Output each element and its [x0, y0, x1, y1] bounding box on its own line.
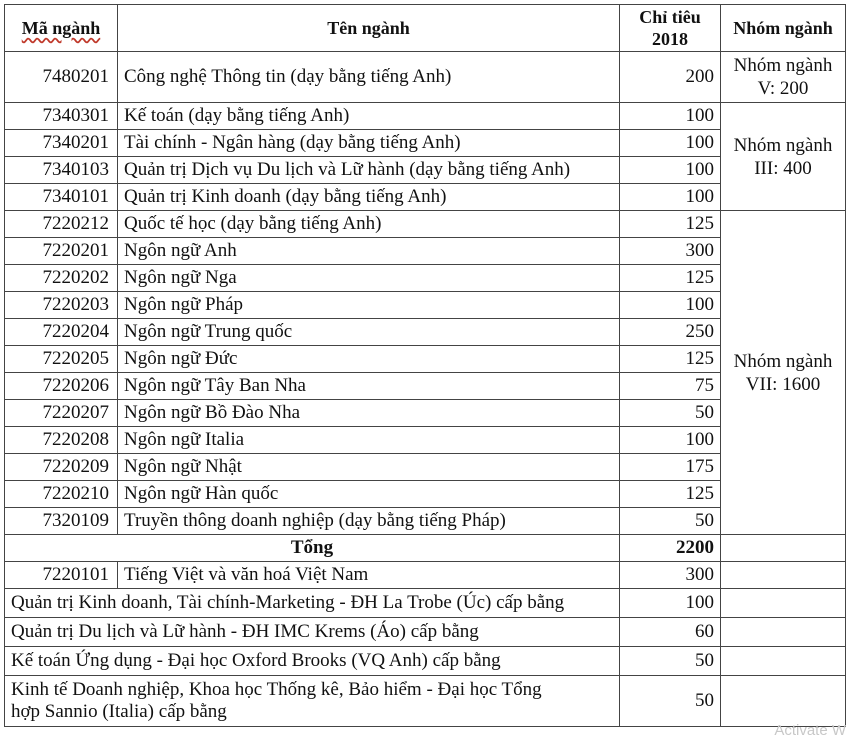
row-code: 7220212	[5, 211, 118, 238]
group-iii-line2: III: 400	[754, 157, 812, 179]
group-vii-line1: Nhóm ngành	[733, 350, 833, 372]
row-code: 7220101	[5, 562, 118, 589]
row-name: Truyền thông doanh nghiệp (dạy bằng tiếng Pháp)	[118, 508, 620, 535]
table-row	[5, 481, 846, 508]
partner-name	[5, 676, 620, 727]
row-quota: 300	[620, 238, 721, 265]
row-quota: 125	[620, 481, 721, 508]
row-quota: 100	[620, 103, 721, 130]
row-quota: 75	[620, 373, 721, 400]
header-quota	[620, 5, 721, 52]
group-vii-line2: VII: 1600	[745, 373, 821, 395]
empty-cell	[721, 589, 846, 618]
header-quota-line2: 2018	[652, 29, 688, 49]
row-name: Quản trị Kinh doanh (dạy bằng tiếng Anh)	[118, 184, 620, 211]
header-row	[5, 5, 846, 52]
row-name: Ngôn ngữ Bồ Đào Nha	[118, 400, 620, 427]
row-quota: 125	[620, 211, 721, 238]
row-name: Ngôn ngữ Trung quốc	[118, 319, 620, 346]
row-code: 7220205	[5, 346, 118, 373]
partner-row	[5, 589, 846, 618]
row-code: 7480201	[5, 52, 118, 103]
activation-watermark: Activate W	[774, 722, 846, 739]
table-row	[5, 562, 846, 589]
row-name: Tiếng Việt và văn hoá Việt Nam	[118, 562, 620, 589]
table-row	[5, 157, 846, 184]
table-row	[5, 265, 846, 292]
group-iii	[721, 103, 846, 211]
partner-name: Quản trị Du lịch và Lữ hành - ĐH IMC Krems (Áo) cấp bằng	[5, 618, 620, 647]
table-row	[5, 52, 846, 103]
row-code: 7340201	[5, 130, 118, 157]
row-quota: 100	[620, 292, 721, 319]
row-name: Ngôn ngữ Nhật	[118, 454, 620, 481]
table-row	[5, 130, 846, 157]
table-row	[5, 292, 846, 319]
row-quota: 50	[620, 400, 721, 427]
table-row	[5, 238, 846, 265]
empty-cell	[721, 676, 846, 727]
header-name: Tên ngành	[118, 5, 620, 52]
row-name: Ngôn ngữ Anh	[118, 238, 620, 265]
row-quota: 50	[620, 508, 721, 535]
empty-cell	[721, 562, 846, 589]
row-code: 7220209	[5, 454, 118, 481]
total-value: 2200	[620, 535, 721, 562]
partner-row	[5, 618, 846, 647]
row-code: 7340103	[5, 157, 118, 184]
row-name: Kế toán (dạy bằng tiếng Anh)	[118, 103, 620, 130]
header-group: Nhóm ngành	[721, 5, 846, 52]
row-quota: 175	[620, 454, 721, 481]
row-quota: 100	[620, 427, 721, 454]
row-quota: 125	[620, 265, 721, 292]
group-vii	[721, 211, 846, 535]
row-name: Tài chính - Ngân hàng (dạy bằng tiếng Anh)	[118, 130, 620, 157]
table-row	[5, 400, 846, 427]
row-code: 7220206	[5, 373, 118, 400]
partner-quota: 100	[620, 589, 721, 618]
row-quota: 100	[620, 184, 721, 211]
table-row	[5, 319, 846, 346]
row-name: Ngôn ngữ Pháp	[118, 292, 620, 319]
partner-row	[5, 676, 846, 727]
row-quota: 100	[620, 130, 721, 157]
total-row	[5, 535, 846, 562]
row-code: 7220210	[5, 481, 118, 508]
partner-row	[5, 647, 846, 676]
row-quota: 200	[620, 52, 721, 103]
row-name: Ngôn ngữ Nga	[118, 265, 620, 292]
table-row	[5, 346, 846, 373]
group-v-line1: Nhóm ngành	[733, 55, 833, 76]
row-code: 7340301	[5, 103, 118, 130]
total-label: Tổng	[5, 535, 620, 562]
row-code: 7320109	[5, 508, 118, 535]
row-quota: 300	[620, 562, 721, 589]
row-name: Ngôn ngữ Tây Ban Nha	[118, 373, 620, 400]
row-code: 7220201	[5, 238, 118, 265]
header-quota-line1: Chỉ tiêu	[639, 7, 701, 27]
partner-name-line1: Kinh tế Doanh nghiệp, Khoa học Thống kê, Bảo hiểm - Đại học Tổng	[11, 679, 542, 700]
table-row	[5, 454, 846, 481]
empty-cell	[721, 618, 846, 647]
row-code: 7220202	[5, 265, 118, 292]
row-name: Ngôn ngữ Hàn quốc	[118, 481, 620, 508]
empty-cell	[721, 647, 846, 676]
row-code: 7340101	[5, 184, 118, 211]
row-quota: 100	[620, 157, 721, 184]
row-quota: 125	[620, 346, 721, 373]
empty-cell	[721, 535, 846, 562]
table-row	[5, 427, 846, 454]
row-name: Ngôn ngữ Đức	[118, 346, 620, 373]
partner-name: Quản trị Kinh doanh, Tài chính-Marketing - ĐH La Trobe (Úc) cấp bằng	[5, 589, 620, 618]
partner-quota: 50	[620, 676, 721, 727]
group-v-line2: V: 200	[757, 78, 809, 99]
partner-quota: 60	[620, 618, 721, 647]
header-code: Mã ngành	[5, 5, 118, 52]
row-name: Quản trị Dịch vụ Du lịch và Lữ hành (dạy bằng tiếng Anh)	[118, 157, 620, 184]
row-quota: 250	[620, 319, 721, 346]
group-iii-line1: Nhóm ngành	[733, 134, 833, 156]
row-code: 7220207	[5, 400, 118, 427]
table-row	[5, 373, 846, 400]
row-name: Quốc tế học (dạy bằng tiếng Anh)	[118, 211, 620, 238]
row-code: 7220204	[5, 319, 118, 346]
row-name: Công nghệ Thông tin (dạy bằng tiếng Anh)	[118, 52, 620, 103]
row-name: Ngôn ngữ Italia	[118, 427, 620, 454]
admission-quota-table	[4, 4, 846, 727]
row-code: 7220203	[5, 292, 118, 319]
table-row	[5, 103, 846, 130]
partner-name: Kế toán Ứng dụng - Đại học Oxford Brooks (VQ Anh) cấp bằng	[5, 647, 620, 676]
table-row	[5, 508, 846, 535]
group-v	[721, 52, 846, 103]
table-row	[5, 184, 846, 211]
partner-quota: 50	[620, 647, 721, 676]
row-code: 7220208	[5, 427, 118, 454]
table-row	[5, 211, 846, 238]
partner-name-line2: hợp Sannio (Italia) cấp bằng	[11, 701, 227, 722]
